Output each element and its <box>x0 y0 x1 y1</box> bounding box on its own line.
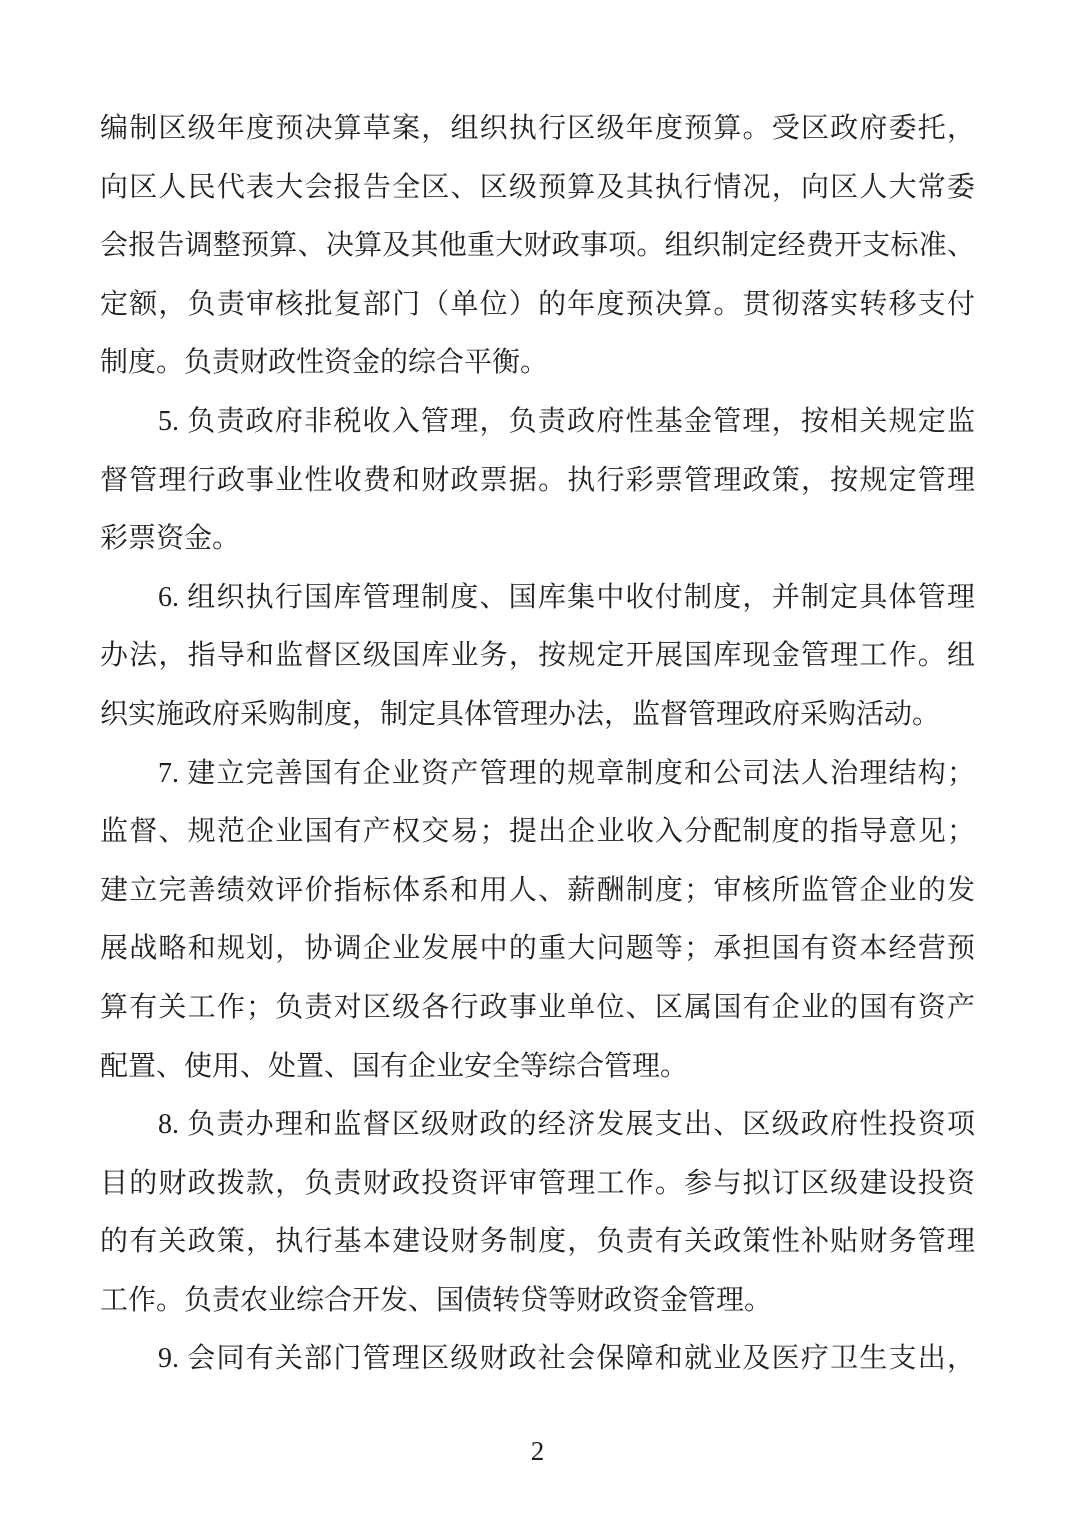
text-line: 7. 建立完善国有企业资产管理的规章制度和公司法人治理结构； <box>158 757 975 789</box>
text-line: 展战略和规划，协调企业发展中的重大问题等；承担国有资本经营预 <box>100 933 975 965</box>
text-line: 目的财政拨款，负责财政投资评审管理工作。参与拟订区级建设投资 <box>100 1167 975 1199</box>
text-line: 会报告调整预算、决算及其他重大财政事项。组织制定经费开支标准、 <box>100 230 975 262</box>
text-line: 制度。负责财政性资金的综合平衡。 <box>100 347 549 379</box>
text-line: 9. 会同有关部门管理区级财政社会保障和就业及医疗卫生支出， <box>158 1343 975 1375</box>
document-body <box>100 100 975 1389</box>
text-line: 办法，指导和监督区级国库业务，按规定开展国库现金管理工作。组 <box>100 640 975 672</box>
text-line: 配置、使用、处置、国有企业安全等综合管理。 <box>100 1050 689 1082</box>
text-line: 织实施政府采购制度，制定具体管理办法，监督管理政府采购活动。 <box>100 698 941 730</box>
text-line: 的有关政策，执行基本建设财务制度，负责有关政策性补贴财务管理 <box>100 1226 975 1258</box>
page-number: 2 <box>530 1436 545 1466</box>
text-line: 8. 负责办理和监督区级财政的经济发展支出、区级政府性投资项 <box>158 1109 975 1141</box>
text-line: 算有关工作；负责对区级各行政事业单位、区属国有企业的国有资产 <box>100 991 975 1023</box>
text-line: 定额，负责审核批复部门（单位）的年度预决算。贯彻落实转移支付 <box>100 288 975 320</box>
text-line: 5. 负责政府非税收入管理，负责政府性基金管理，按相关规定监 <box>158 405 975 437</box>
text-line: 督管理行政事业性收费和财政票据。执行彩票管理政策，按规定管理 <box>100 464 975 496</box>
text-line: 监督、规范企业国有产权交易；提出企业收入分配制度的指导意见； <box>100 816 975 848</box>
text-line: 建立完善绩效评价指标体系和用人、薪酬制度；审核所监管企业的发 <box>100 874 975 906</box>
text-line: 向区人民代表大会报告全区、区级预算及其执行情况，向区人大常委 <box>100 171 975 203</box>
text-line: 工作。负责农业综合开发、国债转贷等财政资金管理。 <box>100 1284 773 1316</box>
text-line: 彩票资金。 <box>100 523 241 555</box>
text-line: 6. 组织执行国库管理制度、国库集中收付制度，并制定具体管理 <box>158 581 975 613</box>
text-line: 编制区级年度预决算草案，组织执行区级年度预算。受区政府委托， <box>100 113 975 144</box>
